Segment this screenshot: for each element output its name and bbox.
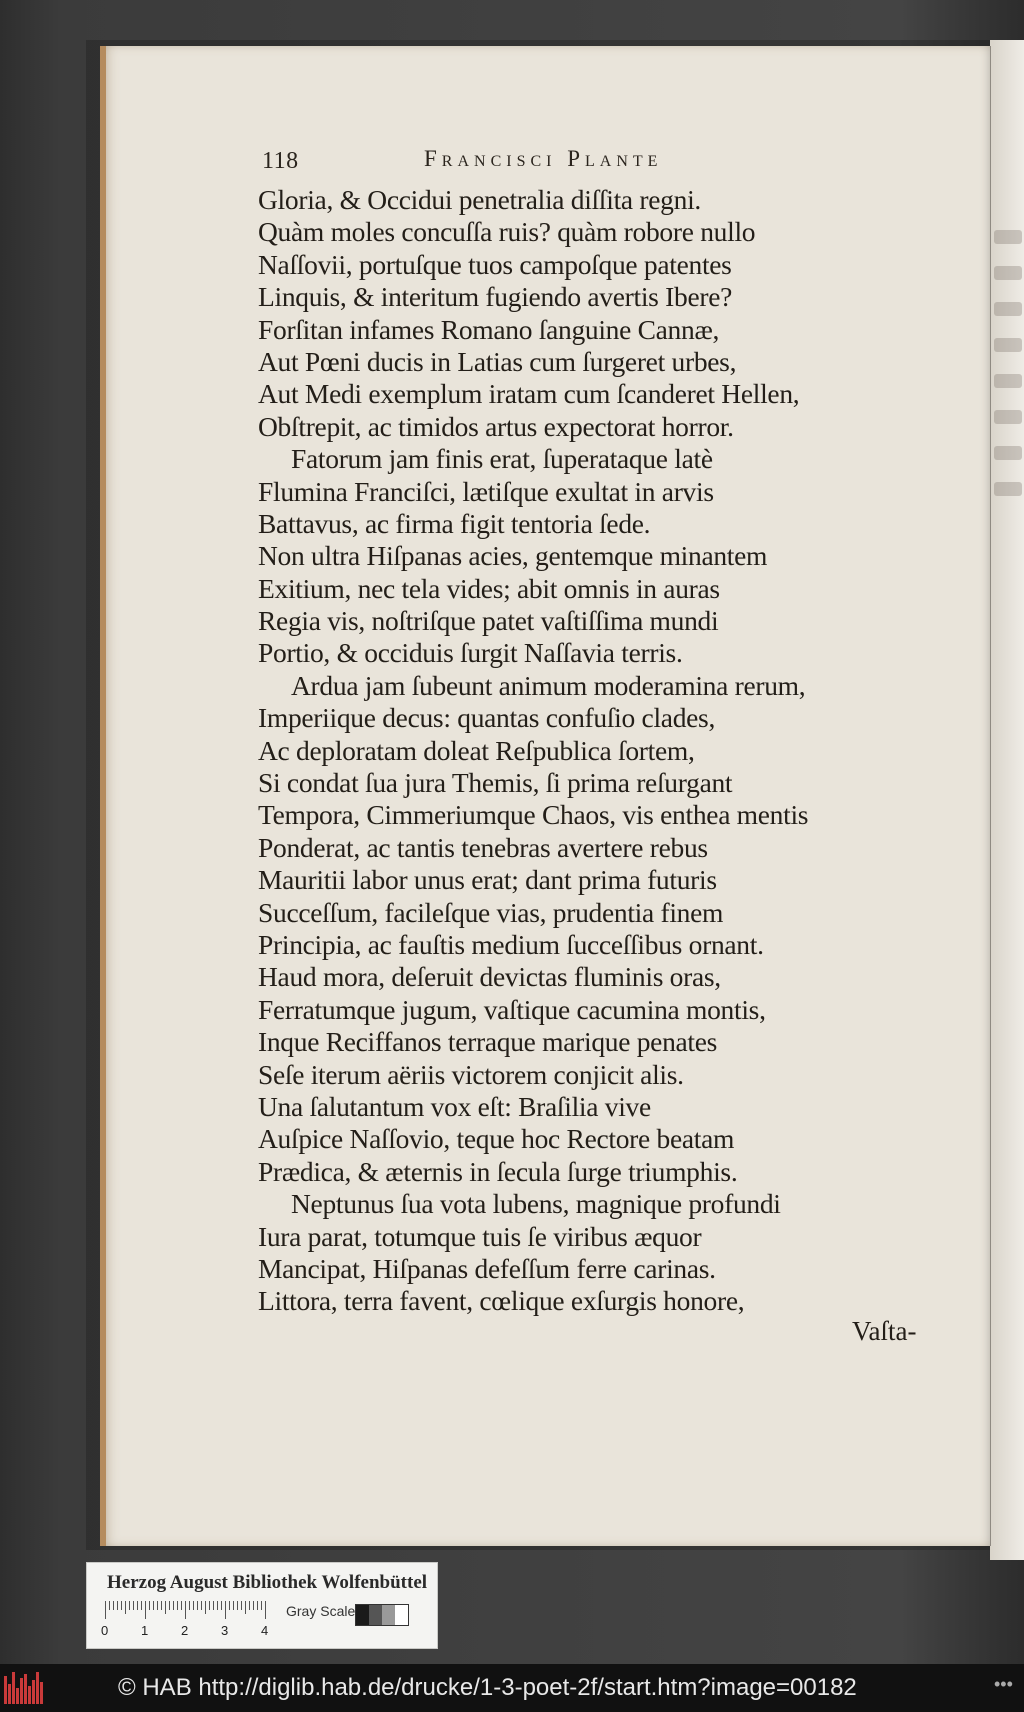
ruler-tick — [245, 1601, 246, 1614]
ruler-tick — [225, 1601, 226, 1619]
logo-bar — [24, 1674, 27, 1704]
ruler-tick — [109, 1601, 110, 1610]
verse-line: Fatorum jam finis erat, ſuperataque latè — [291, 443, 713, 475]
ruler-tick — [253, 1601, 254, 1610]
verse-line: Quàm moles concuſſa ruis? quàm robore nullo — [258, 216, 756, 248]
ruler-number: 1 — [141, 1623, 149, 1638]
ruler-tick — [193, 1601, 194, 1610]
ruler-tick — [201, 1601, 202, 1610]
verse-line: Aut Pœni ducis in Latias cum ſurgeret urbes, — [258, 345, 737, 377]
ruler-tick — [113, 1601, 114, 1610]
ruler-tick — [185, 1601, 186, 1619]
ruler-tick — [117, 1601, 118, 1610]
verse-line: Forſitan infames Romano ſanguine Cannæ, — [258, 313, 720, 345]
verse-line: Mauritii labor unus erat; dant prima futuris — [258, 864, 717, 896]
ruler-tick — [249, 1601, 250, 1610]
verse-line: Tempora, Cimmeriumque Chaos, vis enthea mentis — [258, 799, 809, 831]
gray-swatch — [395, 1605, 408, 1625]
gray-swatch — [356, 1605, 369, 1625]
ruler-tick — [161, 1601, 162, 1610]
gray-scale-swatch — [355, 1604, 409, 1626]
verse-line: Seſe iterum aëriis victorem conjicit alis. — [258, 1058, 684, 1090]
ruler-number: 2 — [181, 1623, 189, 1638]
ruler-tick — [145, 1601, 146, 1619]
logo-bar — [28, 1686, 31, 1704]
ruler-tick — [149, 1601, 150, 1610]
ruler-tick — [105, 1601, 106, 1619]
next-leaf-edge — [990, 40, 1024, 1560]
ruler-tick — [197, 1601, 198, 1610]
page-edge — [100, 46, 106, 1546]
ruler-tick — [169, 1601, 170, 1610]
logo-bar — [32, 1680, 35, 1704]
ruler-tick — [177, 1601, 178, 1610]
verse-line: Prædica, & æternis in ſecula ſurge triumphis. — [258, 1155, 738, 1187]
ruler-tick — [217, 1601, 218, 1610]
verse-line: Ac deploratam doleat Reſpublica ſortem, — [258, 734, 695, 766]
ruler-tick — [209, 1601, 210, 1610]
verse-line: Ardua jam ſubeunt animum moderamina rerum, — [291, 669, 806, 701]
gray-swatch — [382, 1605, 395, 1625]
verse-line: Una ſalutantum vox eſt: Braſilia vive — [258, 1090, 651, 1122]
ruler-tick — [137, 1601, 138, 1610]
verse-line: Iura parat, totumque tuis ſe viribus æquor — [258, 1220, 702, 1252]
ruler-tick — [257, 1601, 258, 1610]
verse-line: Gloria, & Occidui penetralia diſſita regni. — [258, 184, 701, 215]
poem-text — [258, 184, 978, 1318]
verse-line: Exitium, nec tela vides; abit omnis in auras — [258, 572, 720, 604]
hab-logo-icon — [4, 1672, 46, 1704]
verse-line: Linquis, & interitum fugiendo avertis Ibere? — [258, 281, 733, 313]
ruler-tick — [173, 1601, 174, 1610]
ruler-tick — [261, 1601, 262, 1610]
verse-line: Mancipat, Hiſpanas defeſſum ferre carinas. — [258, 1252, 716, 1284]
logo-bar — [20, 1678, 23, 1704]
running-title: Francisci Plante — [424, 146, 663, 171]
ruler-tick — [165, 1601, 166, 1614]
verse-line: Non ultra Hiſpanas acies, gentemque minantem — [258, 540, 768, 572]
catchword: Vaſta- — [852, 1316, 917, 1346]
ruler-tick — [205, 1601, 206, 1614]
ruler-tick — [125, 1601, 126, 1614]
ruler-tick — [233, 1601, 234, 1610]
running-head — [262, 146, 962, 180]
ruler-tick — [129, 1601, 130, 1610]
verse-line: Principia, ac fauſtis medium ſucceſſibus ornant. — [258, 928, 764, 960]
logo-bar — [8, 1684, 11, 1704]
ruler-tick — [121, 1601, 122, 1610]
viewer-footer — [0, 1664, 1024, 1712]
verse-line: Naſſovii, portuſque tuos campoſque patentes — [258, 248, 732, 280]
page-number: 118 — [262, 148, 299, 174]
ruler-tick — [157, 1601, 158, 1610]
verse-line: Regia vis, noſtriſque patet vaſtiſſima mundi — [258, 605, 719, 637]
verse-line: Flumina Franciſci, lætiſque exultat in arvis — [258, 475, 714, 507]
verse-line: Auſpice Naſſovio, teque hoc Rectore beatam — [258, 1123, 735, 1155]
verse-line: Haud mora, deſeruit devictas fluminis oras, — [258, 961, 721, 993]
verse-line: Battavus, ac firma figit tentoria ſede. — [258, 507, 651, 539]
verse-line: Aut Medi exemplum iratam cum ſcanderet Hellen, — [258, 378, 800, 410]
ruler-tick — [141, 1601, 142, 1610]
ruler-tick — [241, 1601, 242, 1610]
library-name: Herzog August Bibliothek Wolfenbüttel — [107, 1572, 428, 1593]
logo-bar — [16, 1688, 19, 1704]
verse-line: Portio, & occiduis ſurgit Naſſavia terris. — [258, 637, 683, 669]
ruler-tick — [213, 1601, 214, 1610]
logo-bar — [36, 1672, 39, 1704]
verse-line: Obſtrepit, ac timidos artus expectorat horror. — [258, 410, 734, 442]
logo-bar — [40, 1682, 43, 1704]
ruler-tick — [153, 1601, 154, 1610]
ruler-tick — [189, 1601, 190, 1610]
ruler-number: 0 — [101, 1623, 109, 1638]
verse-line: Inque Reciffanos terraque marique penates — [258, 1026, 718, 1058]
reference-card — [86, 1562, 438, 1649]
gray-scale-label: Gray Scale — [286, 1603, 356, 1619]
verse-line: Littora, terra favent, cœlique exſurgis honore, — [258, 1285, 745, 1317]
ruler-tick — [265, 1601, 266, 1619]
verse-line: Neptunus ſua vota lubens, magnique profundi — [291, 1188, 781, 1220]
verse-line: Ponderat, ac tantis tenebras avertere rebus — [258, 831, 708, 863]
verse-line: Ferratumque jugum, vaſtique cacumina montis, — [258, 993, 766, 1025]
gray-swatch — [369, 1605, 382, 1625]
ruler-tick — [221, 1601, 222, 1610]
more-menu-icon[interactable]: ••• — [994, 1674, 1013, 1694]
ruler — [105, 1601, 273, 1621]
ruler-number: 3 — [221, 1623, 229, 1638]
ruler-tick — [181, 1601, 182, 1610]
logo-bar — [4, 1676, 7, 1704]
verse-line: Imperiique decus: quantas confuſio clades, — [258, 702, 716, 734]
ruler-tick — [133, 1601, 134, 1610]
ruler-tick — [237, 1601, 238, 1610]
verse-line: Succeſſum, facileſque vias, prudentia finem — [258, 896, 724, 928]
verse-line: Si condat ſua jura Themis, ſi prima reſurgant — [258, 767, 733, 799]
logo-bar — [12, 1672, 15, 1704]
permalink-text[interactable]: © HAB http://diglib.hab.de/drucke/1-3-poet-2f/start.htm?image=00182 — [118, 1674, 857, 1701]
ruler-tick — [229, 1601, 230, 1610]
ruler-number: 4 — [261, 1623, 269, 1638]
